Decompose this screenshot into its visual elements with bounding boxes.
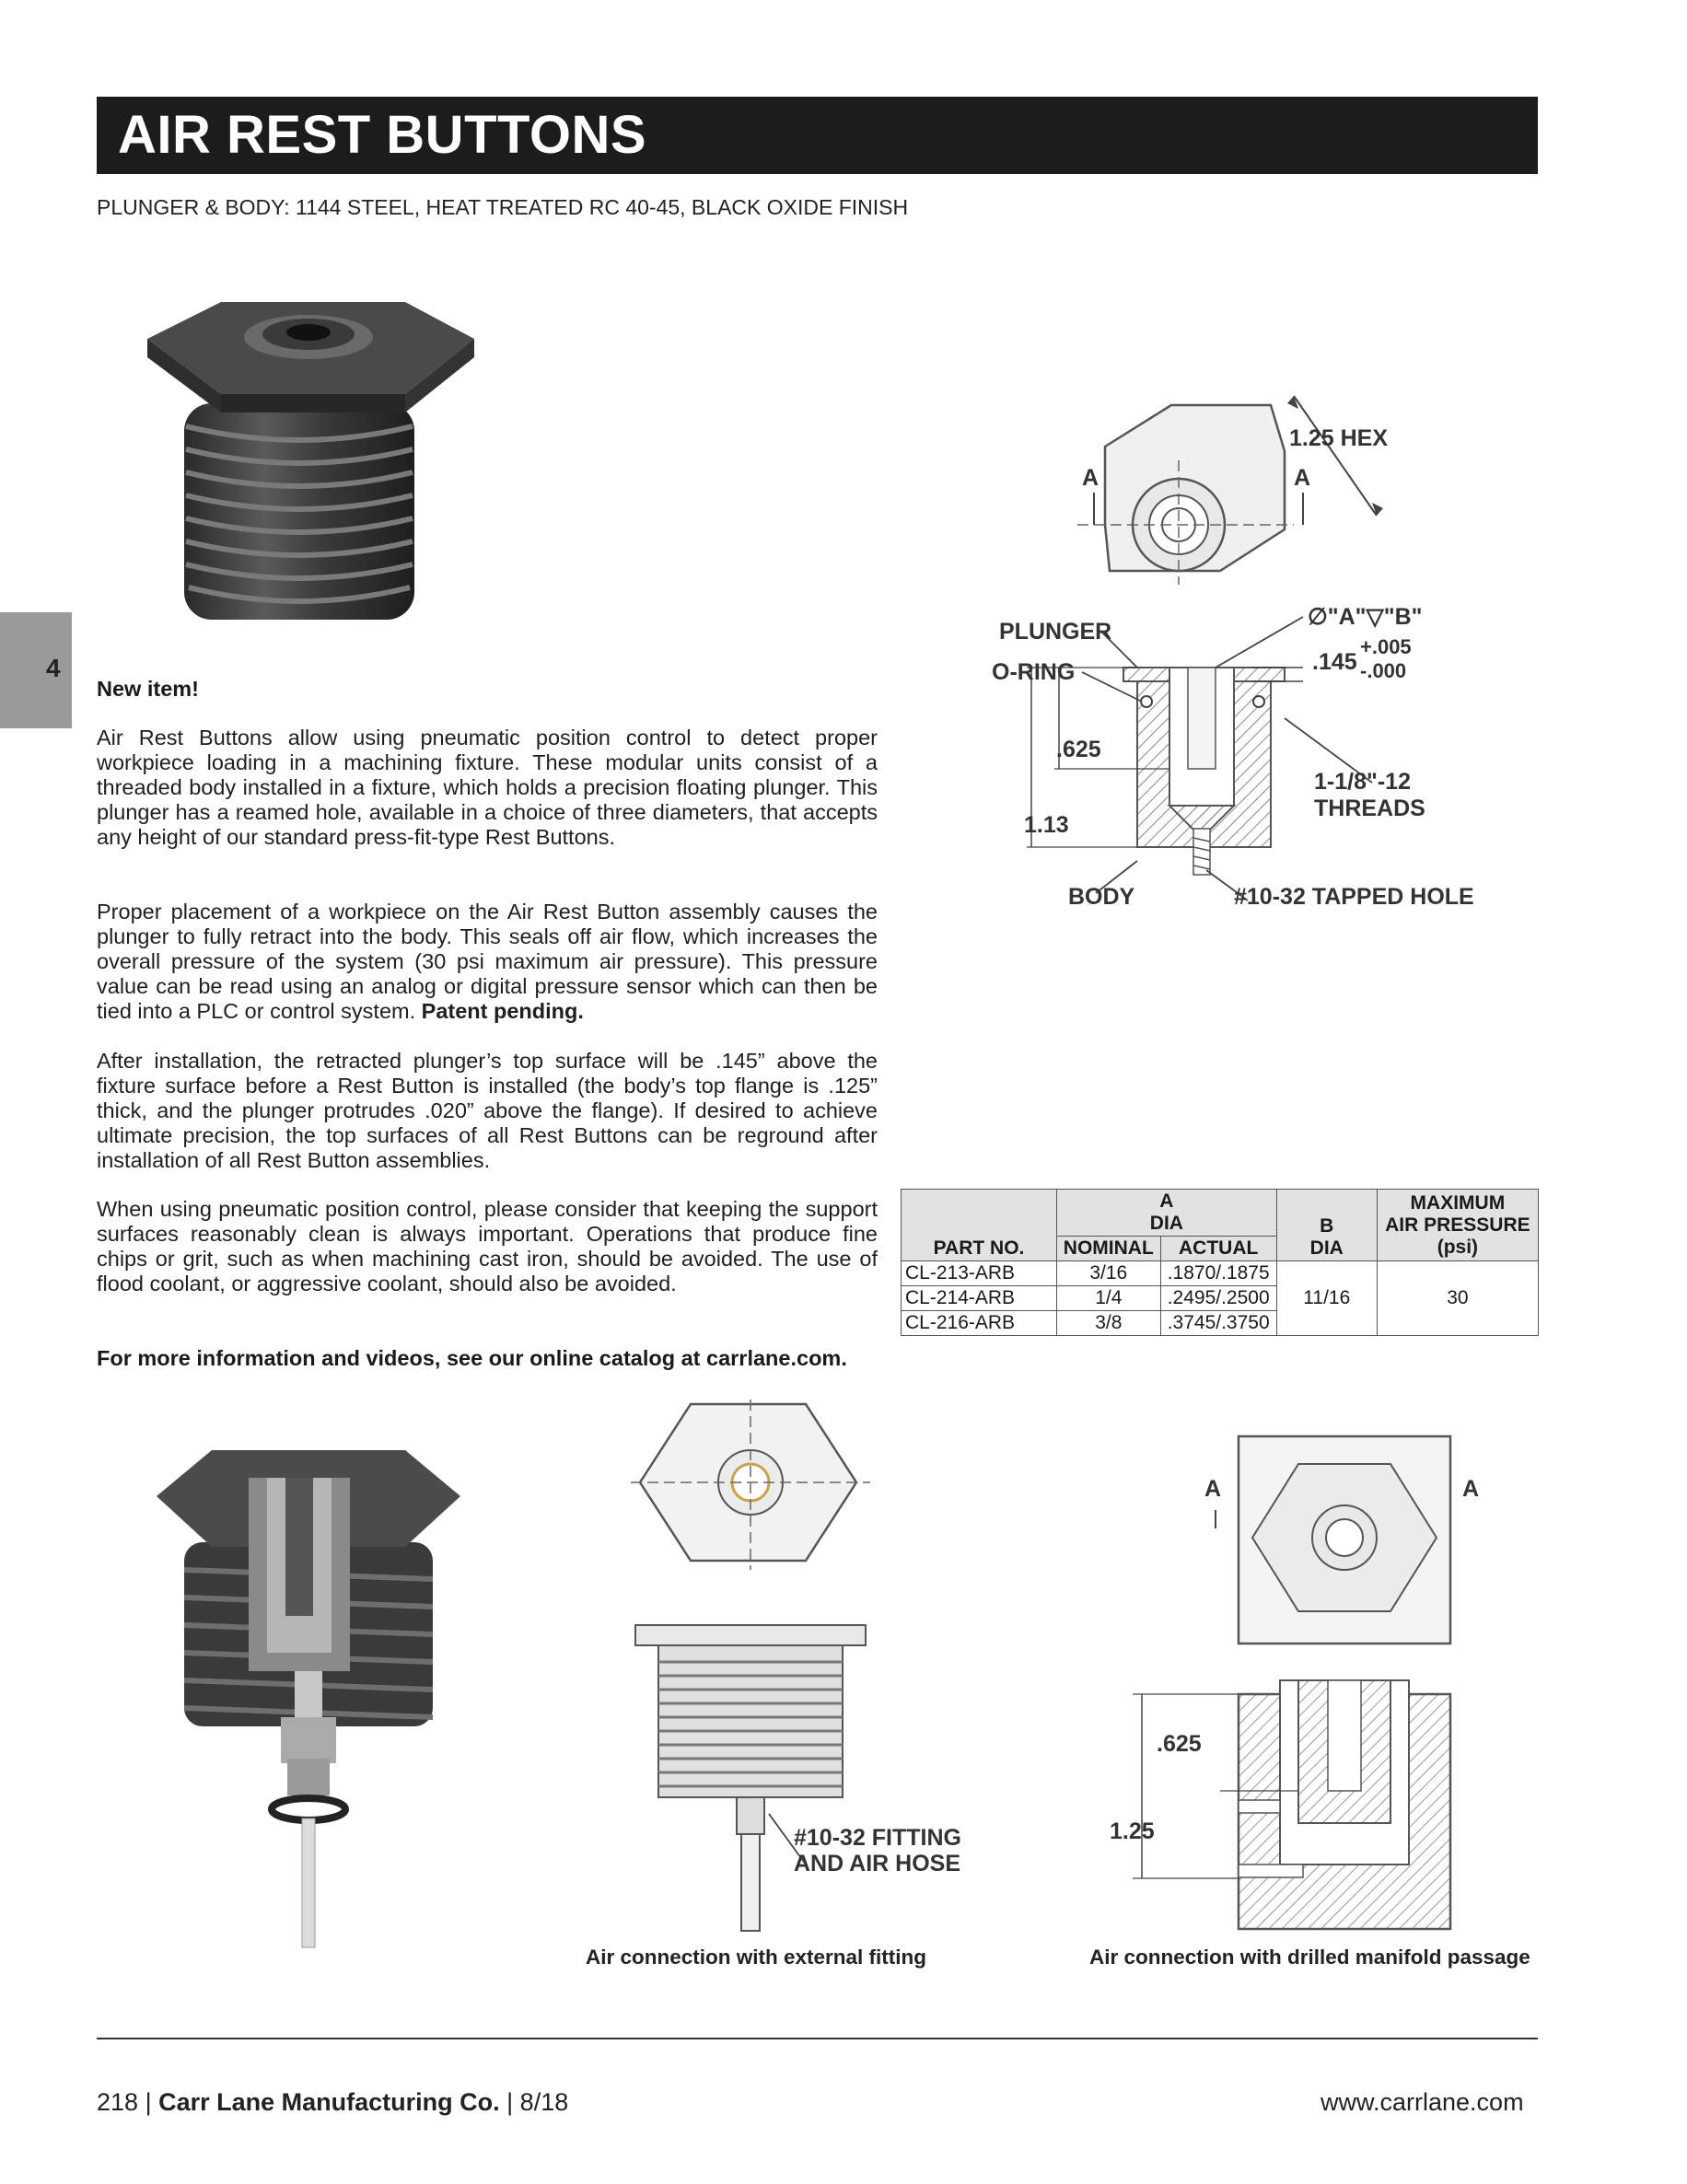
header-max-pressure: MAXIMUM AIR PRESSURE (psi) bbox=[1377, 1190, 1538, 1261]
actual-dia: .2495/.2500 bbox=[1160, 1286, 1276, 1311]
part-number: CL-213-ARB bbox=[902, 1261, 1057, 1286]
b-dia-value: 11/16 bbox=[1276, 1261, 1377, 1336]
paragraph-operation: Proper placement of a workpiece on the Air Rest Button assembly causes the plunger to fully retract into the body. This seals off air flow, which increases the overall pressure of the system (30 psi maximum air pressure). This pressure value can be read using an analog or digital pressure sensor which can then be tied into a PLC or control system. Patent pending. bbox=[97, 900, 878, 1023]
diameter-callout-label: ∅"A"▽"B" bbox=[1308, 604, 1423, 630]
threads-label-2: THREADS bbox=[1314, 796, 1425, 821]
nominal-dia: 3/16 bbox=[1057, 1261, 1161, 1286]
dim-625-label: .625 bbox=[1157, 1731, 1202, 1757]
plunger-label: PLUNGER bbox=[999, 619, 1112, 645]
header-nominal: NOMINAL bbox=[1057, 1237, 1161, 1261]
tolerance-plus: +.005 bbox=[1360, 635, 1412, 658]
footer-url[interactable]: www.carrlane.com bbox=[1321, 2088, 1524, 2116]
caption-external-fitting: Air connection with external fitting bbox=[586, 1946, 927, 1969]
header-b-dia: B DIA bbox=[1276, 1190, 1377, 1261]
header-actual: ACTUAL bbox=[1160, 1237, 1276, 1261]
chapter-number: 4 bbox=[46, 654, 61, 682]
page-title: AIR REST BUTTONS bbox=[118, 105, 647, 165]
section-a-left-label: A bbox=[1204, 1476, 1222, 1502]
dim-625-label: .625 bbox=[1056, 737, 1101, 762]
more-info: For more information and videos, see our online catalog at carrlane.com. bbox=[97, 1346, 847, 1370]
threads-label-1: 1-1/8"-12 bbox=[1314, 769, 1411, 795]
header-a-dia: A DIA bbox=[1057, 1190, 1277, 1237]
material-spec: PLUNGER & BODY: 1144 STEEL, HEAT TREATED RC 40-45, BLACK OXIDE FINISH bbox=[97, 195, 909, 219]
max-pressure-value: 30 bbox=[1377, 1261, 1538, 1336]
actual-dia: .1870/.1875 bbox=[1160, 1261, 1276, 1286]
footer-divider bbox=[97, 2038, 1538, 2039]
section-a-left-label: A bbox=[1082, 465, 1099, 491]
cutaway-render bbox=[129, 1441, 506, 1957]
paragraph-intro: Air Rest Buttons allow using pneumatic position control to detect proper workpiece loading in a machining fixture. These modular units consist of a threaded body installed in a fixture, which holds a precision floating plunger. This plunger has a reamed hole, available in a choice of three diameters, that accepts any height of our standard press-fit-type Rest Buttons. bbox=[97, 726, 878, 849]
nominal-dia: 3/8 bbox=[1057, 1311, 1161, 1336]
body-label: BODY bbox=[1068, 884, 1135, 910]
tapped-hole-label: #10-32 TAPPED HOLE bbox=[1234, 884, 1474, 910]
paragraph-installation: After installation, the retracted plunger’s top surface will be .145” above the fixture surface before a Rest Button is installed (the body’s top flange is .125” thick, and the plunger protrudes .020” above the flange). If desired to achieve ultimate precision, the top surfaces of all Rest Buttons can be reground after installation of all Rest Button assemblies. bbox=[97, 1049, 878, 1172]
fitting-label-2: AND AIR HOSE bbox=[794, 1851, 961, 1876]
header-part-no: PART NO. bbox=[902, 1190, 1057, 1261]
dim-113-label: 1.13 bbox=[1024, 812, 1069, 838]
footer-left: 218 | Carr Lane Manufacturing Co. | 8/18 bbox=[97, 2088, 569, 2116]
caption-manifold-passage: Air connection with drilled manifold passage bbox=[1089, 1946, 1530, 1969]
section-a-right-label: A bbox=[1462, 1476, 1480, 1502]
new-item-label: New item! bbox=[97, 677, 199, 701]
manifold-drawing bbox=[1114, 1432, 1464, 1938]
dim-125-label: 1.25 bbox=[1110, 1818, 1155, 1844]
chapter-tab bbox=[0, 612, 72, 728]
part-number: CL-216-ARB bbox=[902, 1311, 1057, 1336]
paragraph-cleanliness: When using pneumatic position control, please consider that keeping the support surfaces reasonably clean is always important. Operations that produce fine chips or grit, such as when machining cast iron, should be avoided. The use of flood coolant, or aggressive coolant, should also be avoided. bbox=[97, 1197, 878, 1295]
table-row bbox=[902, 1261, 1539, 1286]
product-render-top bbox=[120, 293, 506, 629]
part-number: CL-214-ARB bbox=[902, 1286, 1057, 1311]
spec-table bbox=[901, 1189, 1539, 1336]
hex-dimension-label: 1.25 HEX bbox=[1289, 425, 1389, 451]
tolerance-minus: -.000 bbox=[1360, 659, 1407, 682]
section-a-right-label: A bbox=[1294, 465, 1311, 491]
fitting-label-1: #10-32 FITTING bbox=[794, 1825, 961, 1851]
dim-145-label: .145 bbox=[1312, 649, 1357, 675]
actual-dia: .3745/.3750 bbox=[1160, 1311, 1276, 1336]
oring-label: O-RING bbox=[992, 659, 1076, 685]
nominal-dia: 1/4 bbox=[1057, 1286, 1161, 1311]
